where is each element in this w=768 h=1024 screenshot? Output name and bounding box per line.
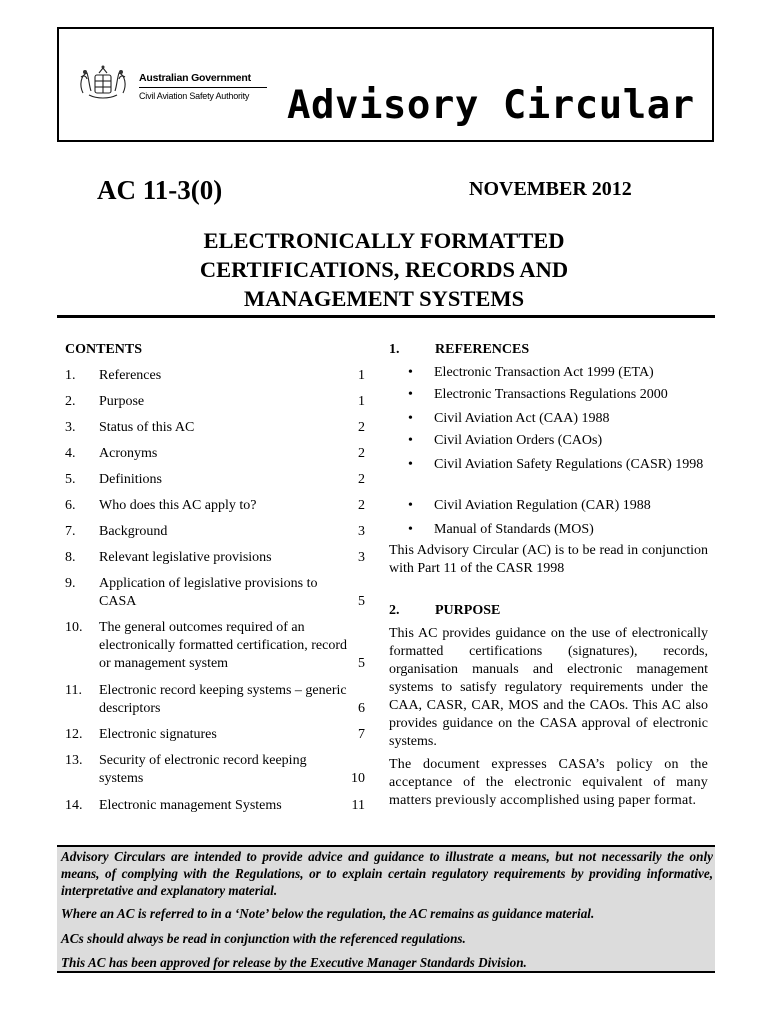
contents-heading: CONTENTS xyxy=(65,342,143,357)
bullet-icon: • xyxy=(408,387,413,402)
toc-number: 10. xyxy=(65,620,83,635)
section-number: 2. xyxy=(389,603,400,618)
toc-label: Relevant legislative provisions xyxy=(99,550,272,565)
toc-label: Electronic record keeping systems – generic descriptors xyxy=(99,683,347,716)
bullet-icon: • xyxy=(408,365,413,380)
disclaimer-text: This AC has been approved for release by the Executive Manager Standards Division. xyxy=(61,955,527,970)
toc-number: 13. xyxy=(65,753,83,768)
title-divider xyxy=(57,315,715,318)
toc-number: 9. xyxy=(65,576,76,591)
toc-number: 4. xyxy=(65,446,76,461)
disclaimer-text: ACs should always be read in conjunction with the referenced regulations. xyxy=(61,931,466,946)
reference-text: Manual of Standards (MOS) xyxy=(434,522,594,537)
references-note: This Advisory Circular (AC) is to be read in conjunction with Part 11 of the CASR 1998 xyxy=(389,543,708,576)
bullet-icon: • xyxy=(408,433,413,448)
toc-label: Definitions xyxy=(99,472,162,487)
title-line: CERTIFICATIONS, RECORDS AND xyxy=(199,257,569,282)
coat-of-arms-icon xyxy=(75,63,131,103)
toc-number: 2. xyxy=(65,394,76,409)
reference-text: Civil Aviation Safety Regulations (CASR) 1998 xyxy=(434,457,704,472)
toc-number: 7. xyxy=(65,524,76,539)
divider xyxy=(139,87,267,88)
toc-page: 5 xyxy=(358,594,365,609)
header-box xyxy=(57,27,714,142)
toc-page: 2 xyxy=(358,446,365,461)
toc-label: Who does this AC apply to? xyxy=(99,498,257,513)
title-line: MANAGEMENT SYSTEMS xyxy=(243,286,525,311)
toc-label: Background xyxy=(99,524,168,539)
toc-page: 5 xyxy=(358,656,365,671)
disclaimer-text: Where an AC is referred to in a ‘Note’ below the regulation, the AC remains as guidance material. xyxy=(61,906,595,921)
toc-page: 7 xyxy=(358,727,365,742)
policy-paragraph: The document expresses CASA’s policy on the acceptance of the electronic equivalent of many matters previously accomplished using paper format. xyxy=(389,757,708,808)
toc-page: 1 xyxy=(358,368,365,383)
main-title xyxy=(120,226,648,313)
toc-label: The general outcomes required of an electronically formatted certification, record or management system xyxy=(99,620,347,671)
toc-page: 2 xyxy=(358,498,365,513)
toc-number: 11. xyxy=(65,683,82,698)
toc-number: 5. xyxy=(65,472,76,487)
title-line: ELECTRONICALLY FORMATTED xyxy=(203,228,565,253)
toc-label: Acronyms xyxy=(99,446,158,461)
toc-page: 10 xyxy=(351,771,365,786)
toc-page: 2 xyxy=(358,420,365,435)
toc-label: References xyxy=(99,368,162,383)
bullet-icon: • xyxy=(408,498,413,513)
ac-number: AC 11-3(0) xyxy=(97,175,223,205)
bullet-icon: • xyxy=(408,457,413,472)
toc-label: Electronic management Systems xyxy=(99,798,282,813)
toc-page: 3 xyxy=(358,524,365,539)
section-title: PURPOSE xyxy=(435,603,501,618)
toc-page: 3 xyxy=(358,550,365,565)
reference-text: Electronic Transactions Regulations 2000 xyxy=(434,387,668,402)
toc-page: 2 xyxy=(358,472,365,487)
toc-label: Security of electronic record keeping systems xyxy=(99,753,307,786)
authority-name: Civil Aviation Safety Authority xyxy=(139,91,250,101)
toc-label: Status of this AC xyxy=(99,420,195,435)
government-name: Australian Government xyxy=(139,72,251,84)
bullet-icon: • xyxy=(408,522,413,537)
section-title: REFERENCES xyxy=(435,342,530,357)
purpose-paragraph: This AC provides guidance on the use of electronically formatted certifications (signatures), records, organisation manuals and electronic management systems to satisfy regulatory requirements under the CAA, CASR, CAR, MOS and the CAOs. This AC also provides guidance on the CASA approval of electronic systems. xyxy=(389,626,708,749)
toc-label: Electronic signatures xyxy=(99,727,217,742)
section-number: 1. xyxy=(389,342,400,357)
reference-text: Civil Aviation Act (CAA) 1988 xyxy=(434,411,610,426)
document-type-title: Advisory Circular xyxy=(287,83,695,128)
toc-number: 1. xyxy=(65,368,76,383)
toc-number: 8. xyxy=(65,550,76,565)
toc-page: 1 xyxy=(358,394,365,409)
reference-text: Civil Aviation Regulation (CAR) 1988 xyxy=(434,498,651,513)
toc-number: 12. xyxy=(65,727,83,742)
ac-date: NOVEMBER 2012 xyxy=(469,178,632,200)
disclaimer-text: Advisory Circulars are intended to provide advice and guidance to illustrate a means, but not necessarily the only means, of complying with the Regulations, or to explain certain regulatory requirements by providing informative, interpretative and explanatory material. xyxy=(61,849,713,898)
toc-number: 3. xyxy=(65,420,76,435)
reference-text: Civil Aviation Orders (CAOs) xyxy=(434,433,603,448)
toc-page: 6 xyxy=(358,701,365,716)
toc-number: 6. xyxy=(65,498,76,513)
reference-text: Electronic Transaction Act 1999 (ETA) xyxy=(434,365,654,380)
toc-label: Application of legislative provisions to CASA xyxy=(99,576,318,609)
toc-page: 11 xyxy=(351,798,365,813)
bullet-icon: • xyxy=(408,411,413,426)
toc-label: Purpose xyxy=(99,394,145,409)
toc-number: 14. xyxy=(65,798,83,813)
